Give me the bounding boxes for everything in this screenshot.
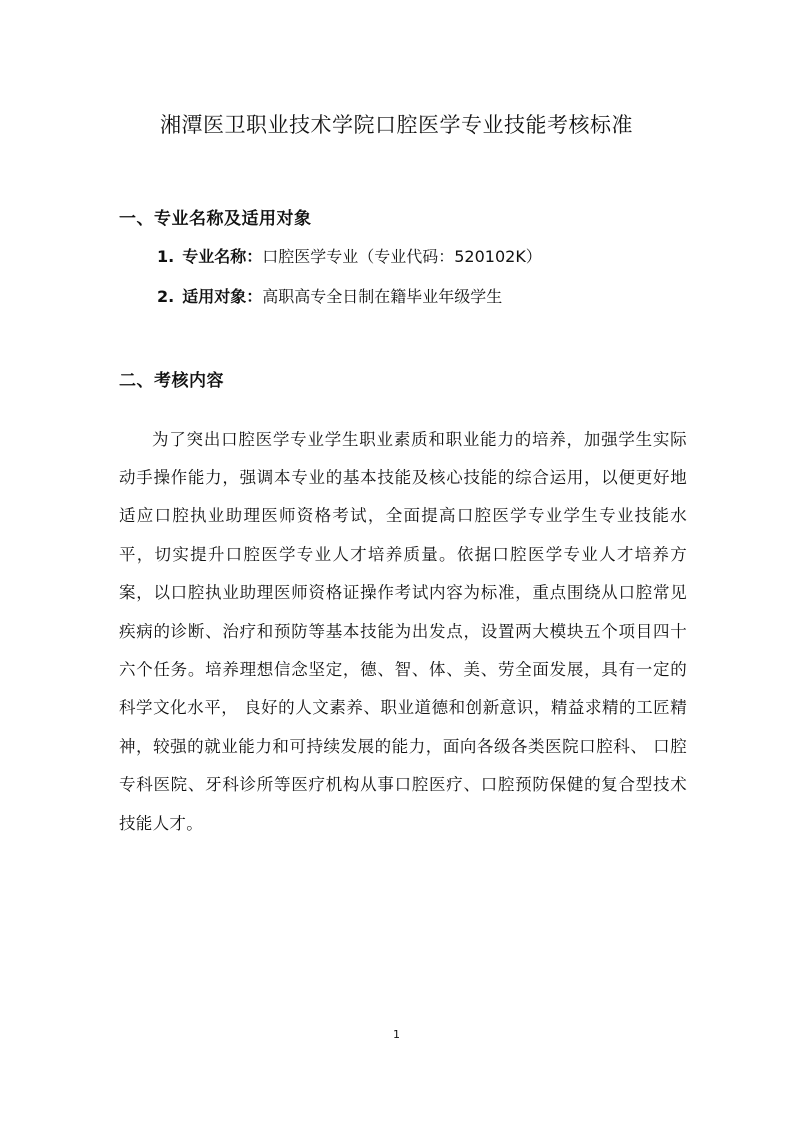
page-number: 1 [393, 1028, 400, 1041]
section-heading-assessment-content: 二、考核内容 [119, 371, 224, 391]
section-heading-major-and-target: 一、专业名称及适用对象 [119, 209, 312, 229]
list-item-target-students [157, 285, 502, 309]
list-item-number: 2. [157, 287, 175, 306]
list-item-label: 专业名称： [182, 247, 263, 266]
body-paragraph: 为了突出口腔医学专业学生职业素质和职业能力的培养，加强学生实际动手操作能力，强调本专业的基本技能及核心技能的综合运用，以便更好地适应口腔执业助理医师资格考试，全面提高口腔医学专业学生专业技能水平，切实提升口腔医学专业人才培养质量。依据口腔医学专业人才培养方案，以口腔执业助理医师资格证操作考试内容为标准，重点围绕从口腔常见疾病的诊断、治疗和预防等基本技能为出发点，设置两大模块五个项目四十六个任务。培养理想信念坚定，德、智、体、美、劳全面发展，具有一定的科学文化水平， 良好的人文素养、职业道德和创新意识，精益求精的工匠精神，较强的就业能力和可持续发展的能力，面向各级各类医院口腔科、 口腔专科医院、牙科诊所等医疗机构从事口腔医疗、口腔预防保健的复合型技术技能人才。 [119, 429, 687, 833]
list-item-major-name [157, 245, 542, 269]
list-item-value: 口腔医学专业（专业代码：520102K） [262, 247, 542, 266]
list-item-number: 1. [157, 247, 175, 266]
list-item-label: 适用对象： [182, 287, 263, 306]
list-item-value: 高职高专全日制在籍毕业年级学生 [262, 287, 503, 306]
page-title: 湘潭医卫职业技术学院口腔医学专业技能考核标准 [160, 113, 633, 137]
